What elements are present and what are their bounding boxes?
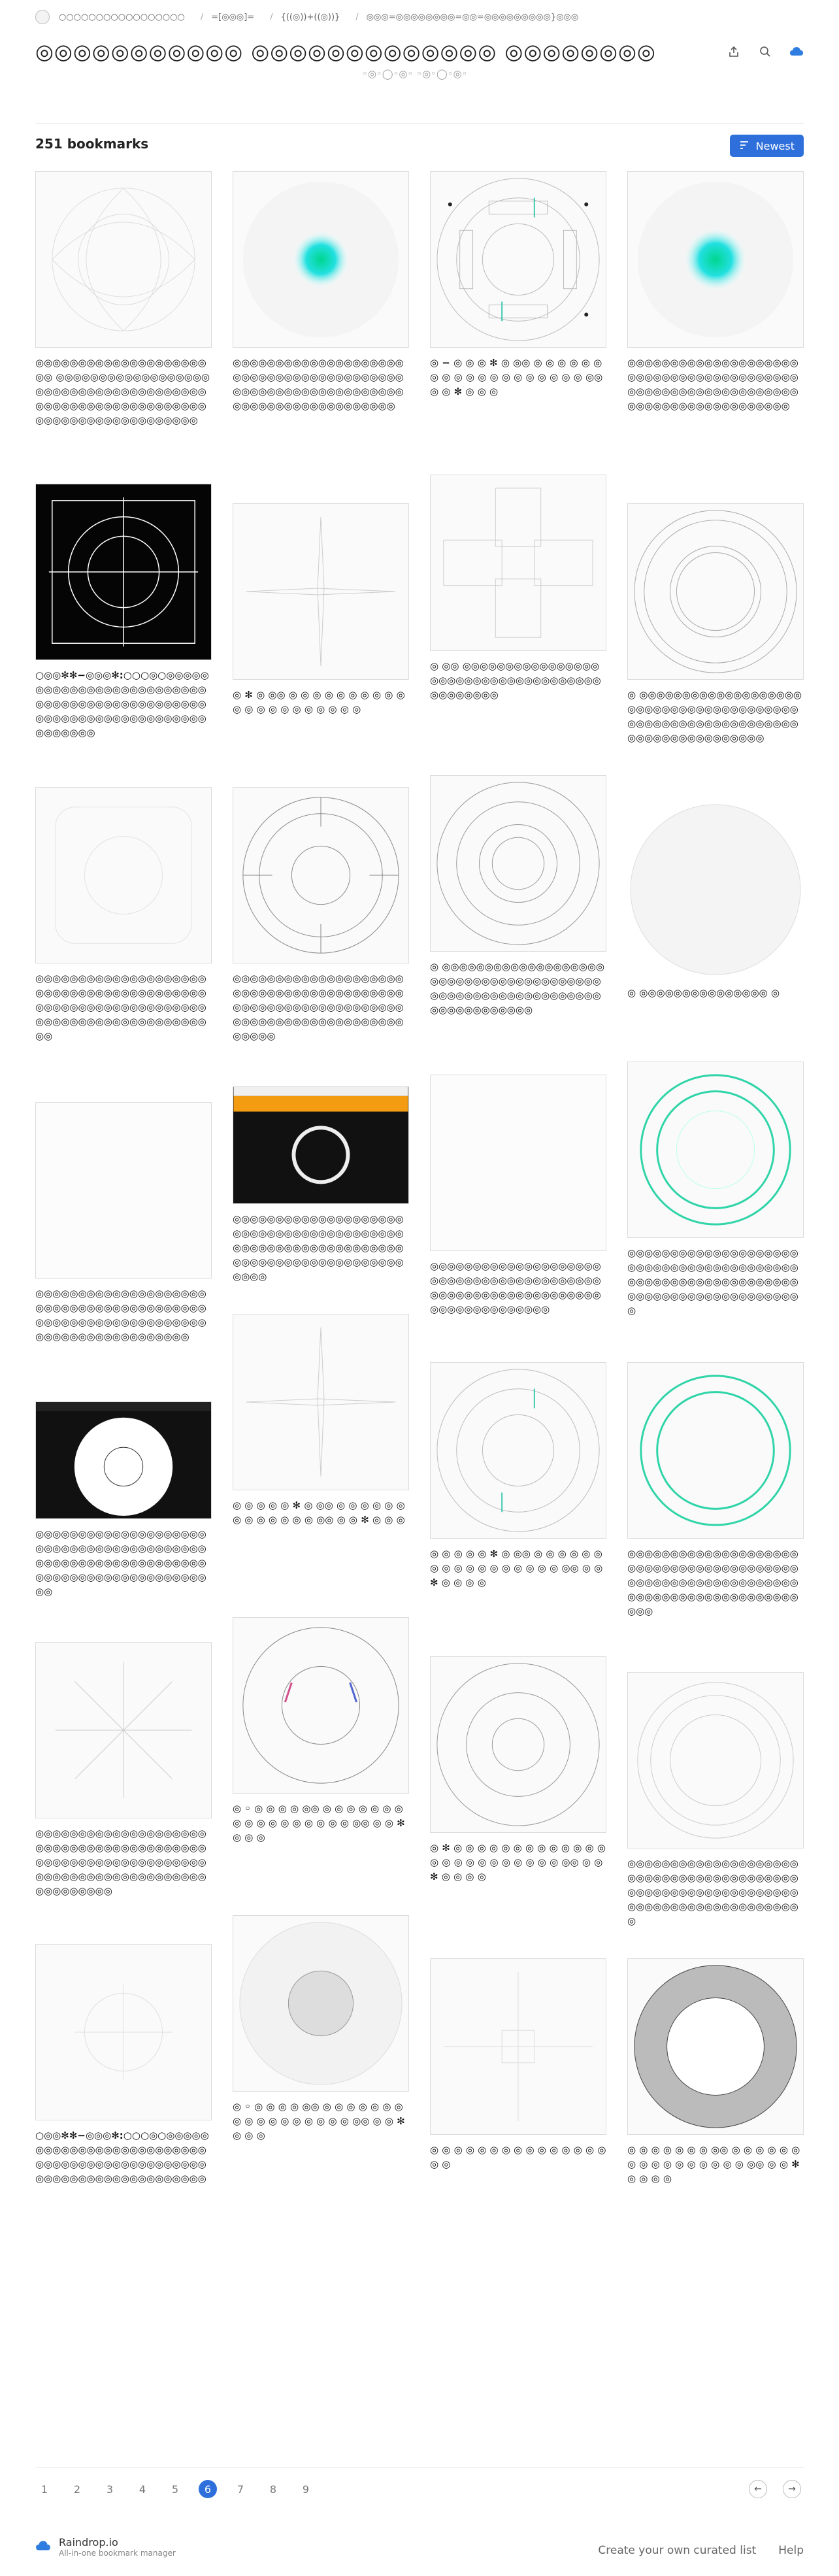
bookmark-card[interactable] [35,787,212,1043]
bookmark-card[interactable] [233,1617,409,1845]
bookmark-thumbnail[interactable] [35,1102,212,1279]
bookmark-title[interactable]: ◎◎◎◎◎◎◎◎◎◎◎◎◎◎◎◎◎◎◎◎◎◎◎◎◎◎◎◎◎◎◎◎◎◎◎◎◎◎◎◎◎◎◎◎◎◎◎◎◎◎◎◎◎◎◎◎◎◎◎◎◎◎◎◎◎◎◎◎◎◎◎◎◎◎◎◎◎◎◎◎◎◎◎◎ [233,1213,404,1282]
bookmark-thumbnail[interactable] [233,1915,409,2092]
bookmark-card[interactable] [35,484,212,740]
bookmark-title[interactable]: ◎ ◦ ◎ ◎ ◎ ◎ ◎◎ ◎ ◎ ◎ ◎ ◎ ◎ ◎ ◎ ◎ ◎ ◎ ◎ ◎ ◎ ◎ ◎ ◎ ◎◎ ◎ ◎ ✻ ◎ ◎ ◎ [233,1803,405,1843]
page-subtitle: ◦◎◦◯◦◎◦ ◦◎◦◯◦◎◦ [362,68,468,80]
bookmark-card[interactable] [35,1944,212,2186]
bookmark-thumbnail[interactable] [430,1362,606,1539]
bookmark-title[interactable]: ◎◎◎◎◎◎◎◎◎◎◎◎◎◎◎◎◎◎◎◎◎◎ ◎◎◎◎◎◎◎◎◎◎◎◎◎◎◎◎◎◎◎◎◎◎◎◎◎◎◎◎◎◎◎◎◎◎◎◎◎◎◎◎◎◎◎◎◎◎◎◎◎◎◎◎◎◎◎◎◎◎◎◎◎◎◎◎◎◎◎◎◎◎◎◎◎◎◎◎◎ [35,357,210,426]
bookmark-title[interactable]: ◎ ◎◎◎◎◎◎◎◎◎◎◎◎◎◎◎◎◎◎◎◎◎◎◎◎◎◎◎◎◎◎◎◎◎◎◎◎◎◎◎◎◎◎◎◎◎◎◎◎◎◎◎◎◎◎◎◎◎◎◎◎◎◎◎◎◎◎◎◎◎◎◎◎◎◎◎ [627,689,802,744]
bookmark-card[interactable] [627,1958,804,2186]
top-bar [0,0,839,34]
bookmark-thumbnail[interactable] [627,1062,804,1238]
bookmark-title[interactable]: ◎◎◎◎◎◎◎◎◎◎◎◎◎◎◎◎◎◎◎◎◎◎◎◎◎◎◎◎◎◎◎◎◎◎◎◎◎◎◎◎◎◎◎◎◎◎◎◎◎◎◎◎◎◎◎◎◎◎◎◎◎◎◎◎◎◎◎◎◎◎◎◎◎◎◎◎◎◎◎◎◎ [627,1858,798,1927]
bookmark-title[interactable]: ◎◎◎◎◎◎◎◎◎◎◎◎◎◎◎◎◎◎◎◎◎◎◎◎◎◎◎◎◎◎◎◎◎◎◎◎◎◎◎◎◎◎◎◎◎◎◎◎◎◎◎◎◎◎◎◎◎◎◎◎◎◎◎◎◎◎◎◎◎◎◎◎◎◎◎◎◎◎◎ [233,357,404,412]
page-link[interactable]: 7 [237,2483,244,2496]
breadcrumb-4[interactable]: ◎◎◎=◎◎◎◎◎◎◎◎=◎◎=◎◎◎◎◎◎◎◎◎}◎◎◎ [366,12,579,22]
sort-icon [739,140,749,152]
page-link[interactable]: 3 [106,2483,114,2496]
page-link[interactable]: 4 [139,2483,146,2496]
arrow-right-icon[interactable]: → [783,2480,801,2498]
bookmark-card[interactable] [233,503,409,716]
bookmark-title[interactable]: ◎ ✻ ◎ ◎◎ ◎ ◎ ◎ ◎ ◎ ◎ ◎ ◎ ◎ ◎ ◎ ◎ ◎ ◎ ◎ ◎ ◎ ◎ ◎ ◎ ◎ [233,689,405,715]
avatar[interactable] [35,10,50,24]
bookmark-thumbnail[interactable] [233,171,409,348]
share-icon[interactable] [727,44,741,59]
bookmark-card[interactable] [233,1915,409,2143]
arrow-left-icon[interactable]: ← [749,2480,767,2498]
breadcrumb-separator: / [200,12,204,22]
bookmark-thumbnail[interactable] [430,171,606,348]
breadcrumb-1[interactable]: ○○○○○○○○○○○○○○○○○ [59,12,185,22]
bookmark-thumbnail[interactable] [35,1944,212,2120]
bookmark-thumbnail[interactable] [627,171,804,348]
bookmark-card[interactable] [430,775,606,1017]
footer-brand[interactable] [35,2536,176,2558]
bookmark-card[interactable] [35,1642,212,1898]
bookmark-thumbnail[interactable] [430,1958,606,2135]
bookmark-title[interactable]: ◎◎◎◎◎◎◎◎◎◎◎◎◎◎◎◎◎◎◎◎◎◎◎◎◎◎◎◎◎◎◎◎◎◎◎◎◎◎◎◎◎◎◎◎◎◎◎◎◎◎◎◎◎◎◎◎◎◎◎◎◎◎◎◎◎◎◎◎◎◎◎◎◎◎◎◎◎◎◎◎◎◎◎◎◎ [233,973,404,1042]
search-icon[interactable] [758,44,772,59]
bookmark-thumbnail[interactable] [627,503,804,680]
bookmark-thumbnail[interactable] [627,1672,804,1848]
bookmark-card[interactable] [430,1075,606,1316]
bookmark-thumbnail[interactable] [627,1958,804,2135]
bookmark-card[interactable] [430,1362,606,1590]
bookmark-card[interactable] [430,475,606,702]
bookmark-thumbnail[interactable] [35,484,212,660]
page-link[interactable]: 1 [41,2483,48,2496]
bookmark-card[interactable] [430,1958,606,2171]
bookmark-thumbnail[interactable] [627,801,804,978]
bookmark-thumbnail[interactable] [627,1362,804,1539]
bookmark-card[interactable] [627,801,804,1000]
page-link-current[interactable]: 6 [199,2480,217,2498]
cloud-icon[interactable] [789,44,804,59]
bookmark-title[interactable]: ◎◎◎◎◎◎◎◎◎◎◎◎◎◎◎◎◎◎◎◎◎◎◎◎◎◎◎◎◎◎◎◎◎◎◎◎◎◎◎◎◎◎◎◎◎◎◎◎◎◎◎◎◎◎◎◎◎◎◎◎◎◎◎◎◎◎◎◎◎◎◎◎◎◎◎◎◎◎◎◎◎◎ [35,1528,206,1597]
page-link[interactable]: 5 [171,2483,179,2496]
footer-links [598,2544,804,2557]
bookmark-title[interactable]: ◎◎◎◎◎◎◎◎◎◎◎◎◎◎◎◎◎◎◎◎◎◎◎◎◎◎◎◎◎◎◎◎◎◎◎◎◎◎◎◎◎◎◎◎◎◎◎◎◎◎◎◎◎◎◎◎◎◎◎◎◎◎◎◎◎◎◎◎◎◎◎◎◎◎◎◎◎◎◎◎◎◎ [35,973,206,1042]
bookmark-thumbnail[interactable] [233,503,409,680]
bookmark-card[interactable] [430,171,606,399]
sort-button[interactable] [730,135,804,157]
pagination [35,2480,315,2498]
pagination-divider [35,2467,804,2468]
bookmark-card[interactable] [430,1656,606,1884]
breadcrumb-3[interactable]: {((◎))+((◎))} [280,12,340,22]
bookmark-card[interactable] [233,787,409,1043]
bookmark-title[interactable]: ◎ ✻ ◎ ◎ ◎ ◎ ◎ ◎ ◎ ◎ ◎ ◎ ◎ ◎ ◎ ◎ ◎ ◎ ◎ ◎ ◎ ◎ ◎ ◎ ◎ ◎ ◎◎ ◎ ◎ ✻ ◎ ◎ ◎ ◎ [430,1842,606,1882]
bookmark-thumbnail[interactable] [233,1314,409,1490]
bookmark-title[interactable]: ○◎◎✻✻−◎◎◎✻:○○○◎○◎◎◎◎◎◎◎◎◎◎◎◎◎◎◎◎◎◎◎◎◎◎◎◎◎◎◎◎◎◎◎◎◎◎◎◎◎◎◎◎◎◎◎◎◎◎◎◎◎◎◎◎◎◎◎◎◎◎◎◎◎◎◎◎◎◎◎◎◎◎◎◎ [35,669,209,739]
bookmark-card[interactable] [35,171,212,427]
page-link[interactable]: 2 [73,2483,81,2496]
bookmark-title[interactable]: ◎ − ◎ ◎ ◎ ✻ ◎ ◎◎ ◎ ◎ ◎ ◎ ◎ ◎ ◎ ◎ ◎ ◎ ◎ ◎ ◎ ◎ ◎ ◎ ◎ ◎ ◎ ◎◎ ◎ ◎ ✻ ◎ ◎ ◎ [430,357,603,397]
bookmark-thumbnail[interactable] [233,787,409,963]
bookmark-title[interactable]: ◎ ◎ ◎ ◎ ◎ ◎ ◎ ◎◎ ◎ ◎ ◎ ◎ ◎ ◎ ◎ ◎ ◎ ◎ ◎ ◎ ◎ ◎ ◎ ◎ ◎◎ ◎ ◎ ✻ ◎ ◎ ◎ ◎ [627,2144,800,2184]
bookmark-card[interactable] [627,1062,804,1318]
raindrop-logo-icon [35,2539,51,2555]
header-actions [727,44,804,59]
bookmark-title[interactable]: ◎◎◎◎◎◎◎◎◎◎◎◎◎◎◎◎◎◎◎◎◎◎◎◎◎◎◎◎◎◎◎◎◎◎◎◎◎◎◎◎◎◎◎◎◎◎◎◎◎◎◎◎◎◎◎◎◎◎◎◎◎◎◎◎◎◎◎◎◎◎◎◎◎◎◎◎◎◎◎ [627,357,798,412]
bookmark-title[interactable]: ○◎◎✻✻−◎◎◎✻:○○○◎○◎◎◎◎◎◎◎◎◎◎◎◎◎◎◎◎◎◎◎◎◎◎◎◎◎◎◎◎◎◎◎◎◎◎◎◎◎◎◎◎◎◎◎◎◎◎◎◎◎◎◎◎◎◎◎◎◎◎◎◎◎◎◎◎◎ [35,2130,209,2184]
bookmark-thumbnail[interactable] [35,1401,212,1519]
brand-name: Raindrop.io [59,2536,118,2549]
bookmark-title[interactable]: ◎◎◎◎◎◎◎◎◎◎◎◎◎◎◎◎◎◎◎◎◎◎◎◎◎◎◎◎◎◎◎◎◎◎◎◎◎◎◎◎◎◎◎◎◎◎◎◎◎◎◎◎◎◎◎◎◎◎◎◎◎◎◎◎◎◎◎◎◎◎◎◎◎◎ [430,1260,601,1315]
page-link[interactable]: 8 [269,2483,277,2496]
bookmark-thumbnail[interactable] [233,1617,409,1794]
bookmark-card[interactable] [627,1672,804,1928]
bookmark-card[interactable] [233,171,409,413]
bookmark-thumbnail[interactable] [430,775,606,952]
bookmark-thumbnail[interactable] [35,1642,212,1818]
bookmark-thumbnail[interactable] [233,1086,409,1204]
bookmark-card[interactable] [233,1086,409,1284]
bookmark-card[interactable] [233,1314,409,1527]
bookmark-title[interactable]: ◎ ◎ ◎ ◎ ◎ ✻ ◎ ◎◎ ◎ ◎ ◎ ◎ ◎ ◎ ◎ ◎ ◎ ◎ ◎ ◎ ◎ ◎ ◎ ◎ ◎ ◎◎ ◎ ◎ ✻ ◎ ◎ ◎ ◎ [430,1548,603,1588]
bookmark-title[interactable]: ◎ ◎◎◎◎◎◎◎◎◎◎◎◎◎◎◎◎◎◎◎◎◎◎◎◎◎◎◎◎◎◎◎◎◎◎◎◎◎◎◎◎◎◎◎◎◎◎◎◎◎◎◎◎◎◎◎◎◎◎◎◎◎◎◎◎◎◎◎◎◎◎◎ [430,961,604,1016]
page-title: ◎◎◎◎◎◎◎◎◎◎◎ ◎◎◎◎◎◎◎◎◎◎◎◎◎ ◎◎◎◎◎◎◎◎ [35,39,656,64]
help-link[interactable]: Help [778,2544,804,2557]
bookmark-title[interactable]: ◎◎◎◎◎◎◎◎◎◎◎◎◎◎◎◎◎◎◎◎◎◎◎◎◎◎◎◎◎◎◎◎◎◎◎◎◎◎◎◎◎◎◎◎◎◎◎◎◎◎◎◎◎◎◎◎◎◎◎◎◎◎◎◎◎◎◎◎◎◎◎◎◎◎◎◎◎◎◎◎◎◎◎◎◎◎◎◎◎ [35,1828,206,1897]
bookmark-card[interactable] [35,1401,212,1599]
bookmark-thumbnail[interactable] [35,787,212,963]
bookmark-thumbnail[interactable] [430,1656,606,1833]
bookmark-card[interactable] [627,1362,804,1618]
bookmark-card[interactable] [627,503,804,745]
bookmark-title[interactable]: ◎ ◦ ◎ ◎ ◎ ◎ ◎◎ ◎ ◎ ◎ ◎ ◎ ◎ ◎ ◎ ◎ ◎ ◎ ◎ ◎ ◎ ◎ ◎ ◎ ◎◎ ◎ ◎ ✻ ◎ ◎ ◎ [233,2101,405,2141]
bookmark-thumbnail[interactable] [35,171,212,348]
breadcrumb-separator: / [355,12,359,22]
header-divider [35,123,804,124]
page-link[interactable]: 9 [302,2483,310,2496]
bookmark-title[interactable]: ◎◎◎◎◎◎◎◎◎◎◎◎◎◎◎◎◎◎◎◎◎◎◎◎◎◎◎◎◎◎◎◎◎◎◎◎◎◎◎◎◎◎◎◎◎◎◎◎◎◎◎◎◎◎◎◎◎◎◎◎◎◎◎◎◎◎◎◎◎◎◎◎◎◎◎◎◎◎ [35,1288,206,1343]
bookmark-title[interactable]: ◎ ◎◎ ◎◎◎◎◎◎◎◎◎◎◎◎◎◎◎◎◎◎◎◎◎◎◎◎◎◎◎◎◎◎◎◎◎◎◎◎◎◎◎◎◎◎◎◎ [430,660,601,701]
bookmark-thumbnail[interactable] [430,475,606,651]
bookmark-card[interactable] [35,1102,212,1344]
bookmark-count: 251 bookmarks [35,136,149,152]
brand-tagline: All-in-one bookmark manager [59,2549,176,2558]
bookmark-title[interactable]: ◎◎◎◎◎◎◎◎◎◎◎◎◎◎◎◎◎◎◎◎◎◎◎◎◎◎◎◎◎◎◎◎◎◎◎◎◎◎◎◎◎◎◎◎◎◎◎◎◎◎◎◎◎◎◎◎◎◎◎◎◎◎◎◎◎◎◎◎◎◎◎◎◎◎◎◎◎◎◎◎◎◎◎ [627,1548,798,1617]
bookmark-title[interactable]: ◎◎◎◎◎◎◎◎◎◎◎◎◎◎◎◎◎◎◎◎◎◎◎◎◎◎◎◎◎◎◎◎◎◎◎◎◎◎◎◎◎◎◎◎◎◎◎◎◎◎◎◎◎◎◎◎◎◎◎◎◎◎◎◎◎◎◎◎◎◎◎◎◎◎◎◎◎◎◎◎◎ [627,1247,798,1316]
sort-label: Newest [755,139,795,152]
bookmark-title[interactable]: ◎ ◎ ◎ ◎ ◎ ◎ ◎ ◎ ◎ ◎ ◎ ◎ ◎ ◎ ◎ ◎ ◎ [430,2144,606,2170]
bookmark-title[interactable]: ◎ ◎◎◎◎◎◎◎◎◎◎◎◎◎◎◎ ◎ [627,987,780,999]
breadcrumb-2[interactable]: =[◎◎◎]= [211,12,255,22]
breadcrumb-separator: / [270,12,273,22]
bookmark-title[interactable]: ◎ ◎ ◎ ◎ ◎ ✻ ◎ ◎◎ ◎ ◎ ◎ ◎ ◎ ◎ ◎ ◎ ◎ ◎ ◎ ◎ ◎ ◎◎ ◎ ◎ ✻ ◎ ◎ ◎ [233,1499,405,1526]
create-list-link[interactable]: Create your own curated list [598,2544,757,2557]
bookmark-card[interactable] [627,171,804,413]
bookmark-thumbnail[interactable] [430,1075,606,1251]
